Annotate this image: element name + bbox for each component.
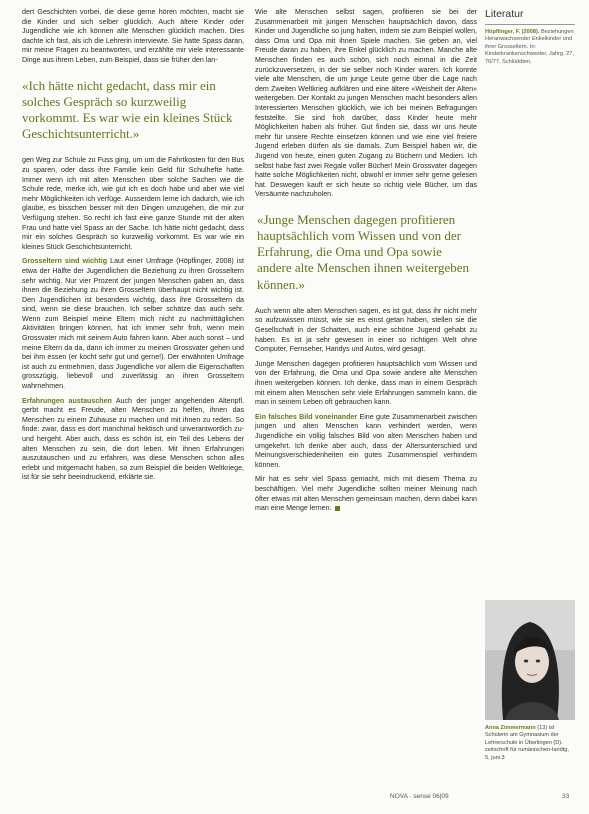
reference-author: Höpflinger, F. (2008). [485,29,540,35]
end-mark-icon [335,506,340,511]
pull-quote: «Junge Menschen dagegen profitieren hauptsächlich vom Wissen und von der Erfahrung, die Oma und Opa sowie andere alte Menschen ihnen weitergeben können.» [257,211,469,292]
footer-magazine: NOVA · sense 06|09 [390,793,449,800]
author-photo [485,600,575,720]
paragraph: Auch wenn alte alten Menschen sagen, es ist gut, dass ihr nicht mehr so aufzuwissen müsst, wie sie es einst getan haben, stellen sie die Gesellschaft in der Schatten, auch eine schöne Jugend gehabt zu haben. Es ist ja sehr gewesen in einer so richtigen Welt ohne Computer, Fernseher, Handys und Autos, wird gesagt. [255,306,477,354]
paragraph-text: Auch der junger angehenden Altenpfl. gerbt macht es Freude, alten Menschen zu helfen, ihnen das Menschen zu einem Zuhause zu machen und mit ihnen zu reden. So finde: zwar, dass es dort manchmal hektisch und unverantwortlich zu- und hergeht. Aber auch, dass es schön ist, ein Teil des Lebens der alten Menschen zu sein, die dort leben. Mit ihnen Erfahrungen auszutauschen und zu erfahren, was diese Menschen schon alles erlebt und mitgemacht haben, so zum Beispiel die beiden Weltkriege, ist für sie sehr beeindruckend, erklärte sie. [22,396,244,482]
literature-heading: Literatur [485,8,575,25]
section-lead: Grosseltern sind wichtig [22,257,108,266]
paragraph-text: Eine gute Zusammenarbeit zwischen jungen und alten Menschen kann verhindert werden, wenn Jugendliche ein völlig falsches Bild von alten Menschen haben und umgekehrt. Ich denke aber auch, dass der Altersunterschied und Meinungsverschiedenheiten ein gutes Zusammenspiel verhindern können. [255,412,477,469]
literature-sidebar [485,8,575,66]
photo-caption [485,725,575,762]
article-column-1 [22,8,244,488]
paragraph [255,413,477,471]
paragraph: Wie alte Menschen selbst sagen, profitieren sie bei der Zusammenarbeit mit jungen Menschen hauptsächlich davon, dass Kinder und Jugendliche so jung halten, indem sie zum Beispiel wollen, dass Oma und Opa mit ihnen Spiele machen. Sie geben an, viel Freude daran zu haben, ihre Enkel glücklich zu machen. Manche alte Menschen finden es auch schön, sich noch einmal in die Zeit zurückzuversetzen, in der sie selber noch Kinder waren. Ich konnte viele alte Menschen, die um junge Leute gerne über die Lage nach dem Zweiten Weltkrieg aufklären und eine ältere «Weisheit der Alten» weitergeben. Der Kontakt zu jungen Menschen macht besonders allen Interessierten Menschen glücklich, wie ich bei meinen Befragungen feststellte. Sie sind froh darüber, dass Kinder heute mehr Möglichkeiten haben als früher. Gut finden sie, dass wir uns heute mehr für unsere Rechte einsetzen können und wie eine viel freiere Jugend erleben dürfen als sie damals. Zum Beispiel haben wir, die Jugend von heute, einen guten Zugang zu Büchern und Medien. Ich selbst habe fast zwei Regale voller Bücher! Mein Grossvater dagegen hatte solche Möglichkeiten nicht, obwohl er immer sehr gerne gelesen hat. Deswegen kauft er sich heute so richtig viele Bücher, um das Versäumte nachzuholen. [255,8,477,199]
paragraph: gen Weg zur Schule zu Fuss ging, um um die Fahrtkosten für den Bus zu sparen, oder dass ihre Familie kein Geld für Schulhefte hatte. Immer wenn ich mit alten Menschen über solche Sachen wie die Schule rede, merke ich, wie gut ich es doch habe und aber wie viel mehr Möglichkeiten ich verfüge. Ausserdem lerne ich dadurch, wie ich glaube, es bisschen besser mit den Dingen umzugehen, die mir zur Verfügung stehen. So recht ich fast eine ganze Stunde mit der alten Frau und hatte viel Spass an der Sache. Ich hätte nicht gedacht, dass mir ein solches Gespräch so kurzweilig vorkommt. Es war wie ein kleines Stück Geschichtsunterricht. [22,156,244,251]
paragraph [255,475,477,513]
paragraph-text: Mir hat es sehr viel Spass gemacht, mich mit diesem Thema zu beschäftigen. Viel mehr Jugendliche sollten meiner Meinung nach öfter etwas mit alten Menschen gemeinsam machen, denn dabei kann man eine Menge lernen. [255,475,477,513]
article-column-2 [255,8,477,519]
paragraph: Junge Menschen dagegen profitieren hauptsächlich vom Wissen und von der Erfahrung, die Oma und Opa sowie andere alte Menschen ihnen weitergeben können. Ich denke, dass man in einem Gespräch mit einem alten Menschen sehr viele Erfahrungen sammeln kann, die man in seinem Leben oft gebrauchen kann. [255,359,477,407]
reference-text: Beziehungen Heranwachsender Enkelkinder und ihrer Grosseltern. In: Kinderkrankenschwester, Jahrg. 27, 76/77. Schlüddten. [485,29,574,65]
pull-quote: «Ich hätte nicht gedacht, dass mir ein solches Gespräch so kurzweilig vorkommt. Es war wie ein kleines Stück Geschichtsunterricht.» [22,77,233,142]
paragraph: dert Geschichten vorbei, die diese gerne hören möchten, macht sie die Kinder und sich selber glücklich. Auch ältere Kinder oder Jugendliche wie ich können alte Menschen glücklich machen. Dies dachte ich fast, als ich die Lehrerin interviewte. Sie hatte Spass daran, mir meine Fragen zu beantworten, und erzählte mir viele interessante Dinge aus ihrem Leben, zum Beispiel, dass sie früher den lan- [22,8,244,64]
caption-text: (13) ist Schülerin am Gymnasium der Lehrerschule in Überlingen (D). zeitschrift für rumänischen-landtg, 5, juni 3 [485,725,569,761]
section-lead: Erfahrungen austauschen [22,396,112,405]
paragraph [22,397,244,483]
section-lead: Ein falsches Bild voneinander [255,412,358,421]
paragraph-text: Laut einer Umfrage (Höpflinger, 2008) ist etwa der Hälfte der Jugendlichen die Beziehung zu ihren Grosseltern sehr wichtig. Nur vier Prozent der jungen Menschen gaben an, dass ihnen die Beziehung zu ihren Grosseltern überhaupt nicht wichtig ist. Den Jugendlichen ist besonders wichtig, dass ihre Grosseltern da sind, wenn sie diese brauchen. Ich selber schätze das auch sehr. Wenn zum Beispiel meine Eltern mich nicht zu nachmittäglichen Aktivitäten bringen können, hat ich immer sehr froh, wenn mein Grossvater mich mit seinem Auto fahren kann. Aber auch sonst – und meine Eltern da da, dann ich immer zu meinen Grossvater gehen und bei ihm essen (er kocht sehr gut und gerne!). Der erwähnten Umfrage ist auch zu entnehmen, dass Jugendliche vor allem die Eigenschaften grosszügig, liebevoll und zuverlässig an ihren Grosseltern wahrnehmen. [22,257,244,391]
literature-reference [485,29,575,66]
caption-name: Anna Zimmermann [485,725,536,731]
portrait-illustration [485,600,575,720]
page-number: 33 [562,793,570,800]
paragraph [22,257,244,391]
